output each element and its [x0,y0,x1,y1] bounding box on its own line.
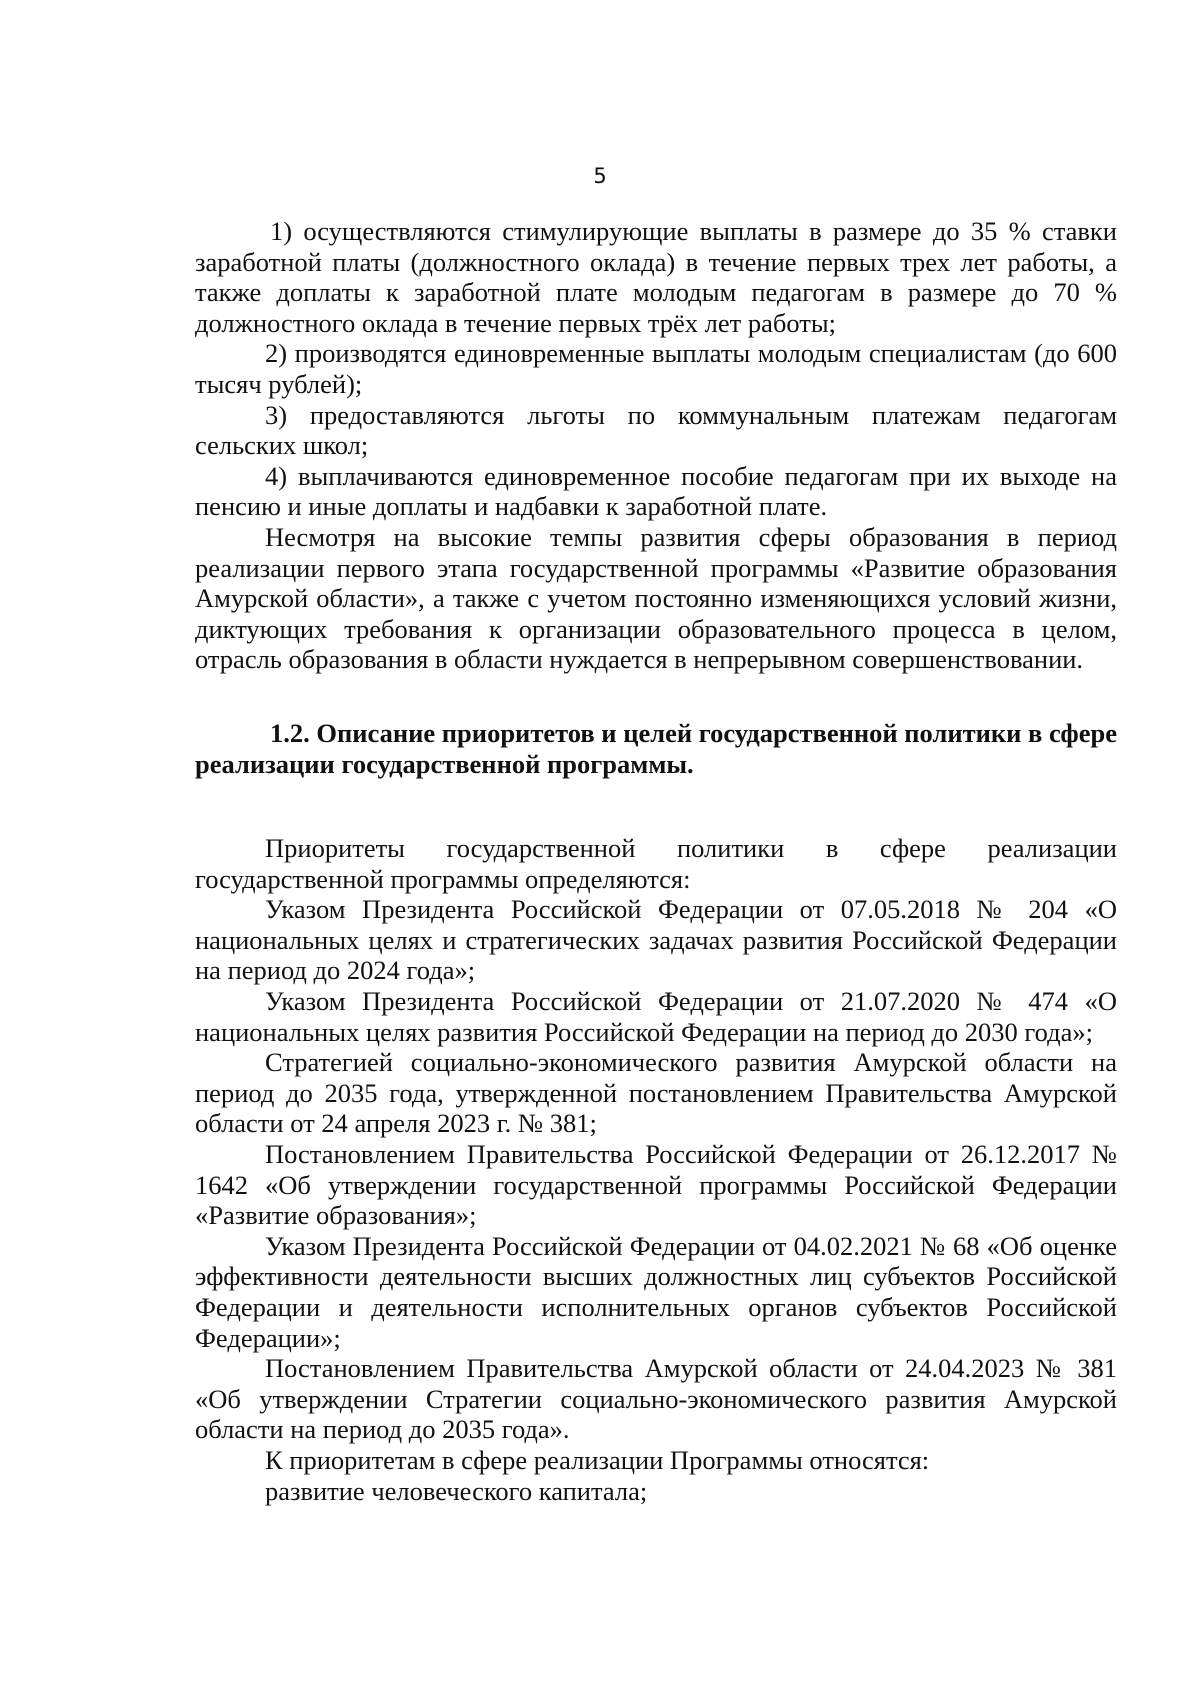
section-body [195,833,1117,1506]
paragraph-priorities-intro: Приоритеты государственной политики в сфере реализации государственной программы определяются: [195,833,1117,894]
paragraph-item-1: 1) осуществляются стимулирующие выплаты в размере до 35 % ставки заработной платы (должностного оклада) в течение первых трех лет работы, а также доплаты к заработной плате молодым педагогам в размере до 70 % должностного оклада в течение первых трёх лет работы; [195,216,1117,338]
paragraph-item-3: 3) предоставляются льготы по коммунальным платежам педагогам сельских школ; [195,399,1117,461]
paragraph-intro-conclusion: Несмотря на высокие темпы развития сферы образования в период реализации первого этапа государственной программы «Развитие образования Амурской области», а также с учетом постоянно изменяющихся условий жизни, диктующих требования к организации образовательного процесса в целом, отрасль образования в области нуждается в непрерывном совершенствовании. [195,521,1117,675]
paragraph-resolution-381: Постановлением Правительства Амурской области от 24.04.2023 № 381 «Об утверждении Стратегии социально-экономического развития Амурской области на период до 2035 года». [195,1353,1117,1445]
paragraph-resolution-1642: Постановлением Правительства Российской Федерации от 26.12.2017 № 1642 «Об утверждении государственной программы Российской Федерации «Развитие образования»; [195,1139,1117,1231]
paragraph-decree-68: Указом Президента Российской Федерации от 04.02.2021 № 68 «Об оценке эффективности деятельности высших должностных лиц субъектов Российской Федерации и деятельности исполнительных органов субъектов Российской Федерации»; [195,1230,1117,1353]
page-number: 5 [593,164,607,188]
paragraph-item-2: 2) производятся единовременные выплаты молодым специалистам (до 600 тысяч рублей); [195,338,1117,399]
paragraph-decree-474: Указом Президента Российской Федерации от 21.07.2020 № 474 «О национальных целях развития Российской Федерации на период до 2030 года»; [195,986,1117,1047]
section-heading: 1.2. Описание приоритетов и целей государственной политики в сфере реализации государственной программы. [195,717,1117,779]
paragraph-item-4: 4) выплачиваются единовременное пособие педагогам при их выходе на пенсию и иные доплаты и надбавки к заработной плате. [195,460,1117,522]
paragraph-priority-item-1: развитие человеческого капитала; [265,1475,648,1506]
document-body [195,216,1117,1506]
paragraph-priorities-list-intro: К приоритетам в сфере реализации Программы относятся: [265,1444,930,1475]
paragraph-strategy-2035: Стратегией социально-экономического развития Амурской области на период до 2035 года, утвержденной постановлением Правительства Амурской области от 24 апреля 2023 г. № 381; [195,1047,1117,1139]
paragraph-decree-204: Указом Президента Российской Федерации от 07.05.2018 № 204 «О национальных целях и стратегических задачах развития Российской Федерации на период до 2024 года»; [195,894,1117,986]
